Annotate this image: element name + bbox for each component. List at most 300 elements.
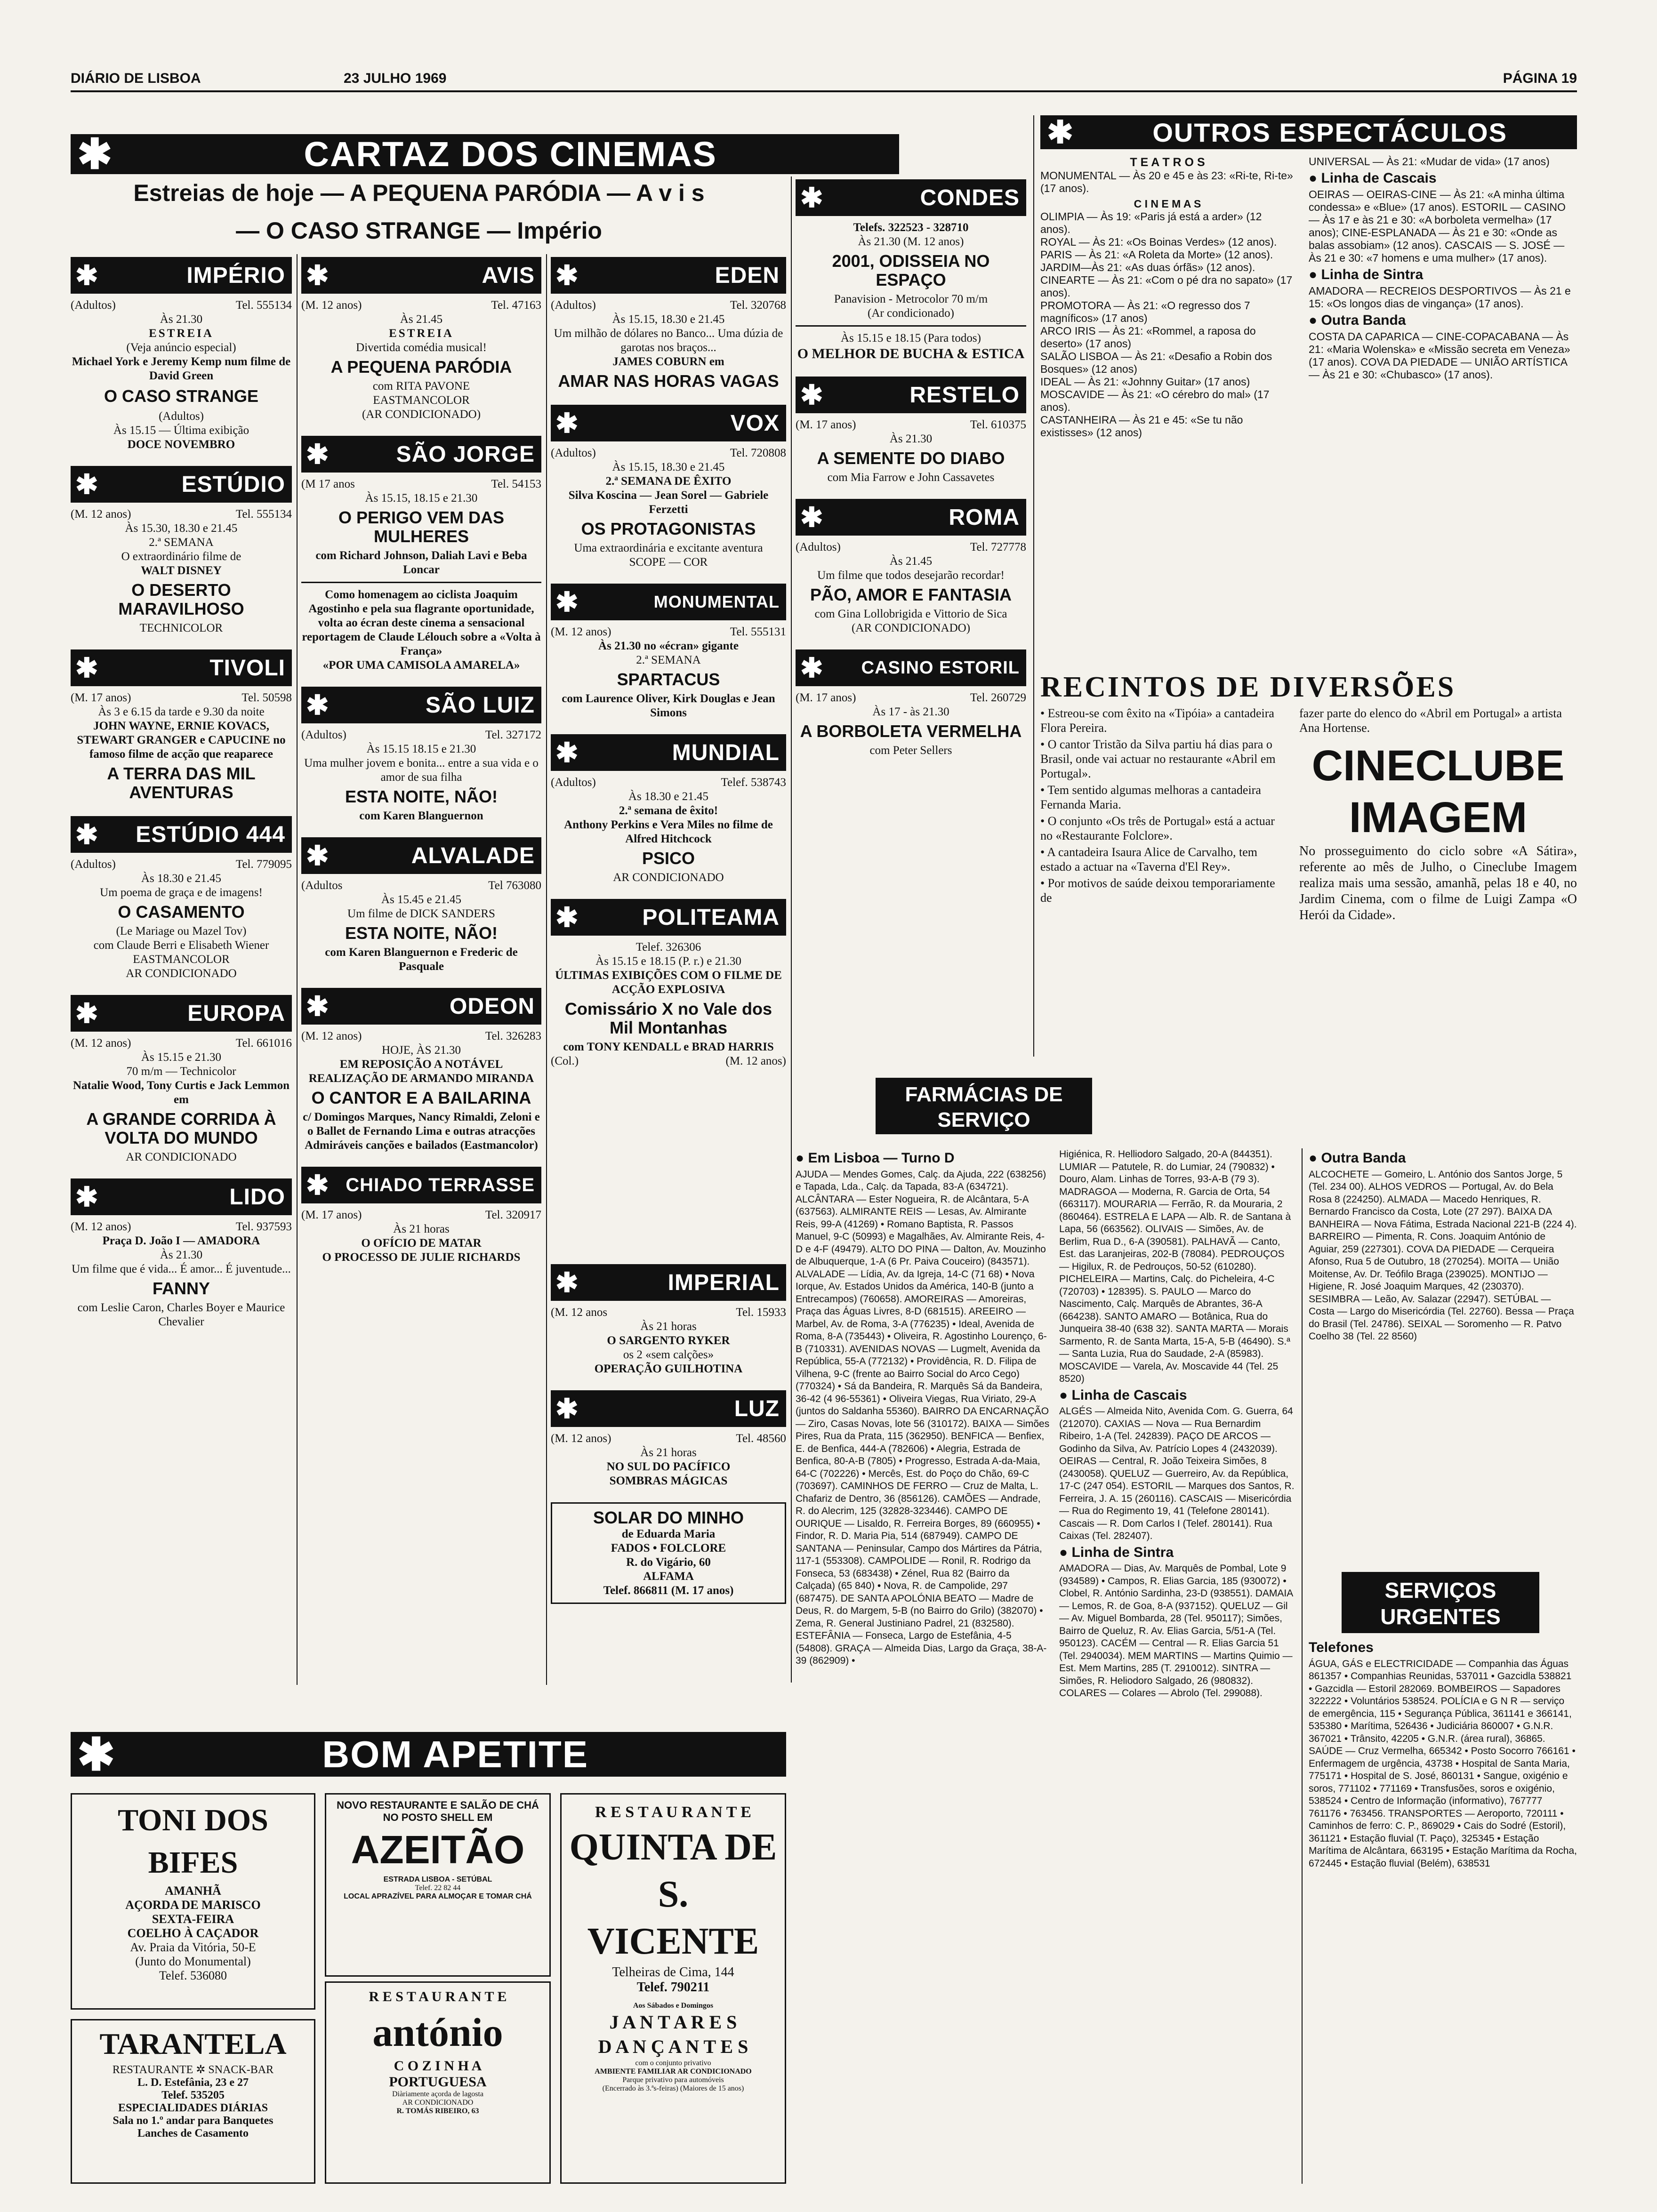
odeon-cast: c/ Domingos Marques, Nancy Rimaldi, Zeloni e o Ballet de Fernando Lima e outras atracções [303, 1111, 540, 1138]
estudio444-orig: (Le Mariage ou Mazel Tov) [116, 925, 247, 938]
tivoli-age: (M. 17 anos) [71, 691, 131, 704]
quinta-title-2: S. VICENTE [587, 1874, 759, 1962]
condes-fmt: Panavision - Metrocolor 70 m/m [834, 293, 988, 305]
asterisk-icon: ✱ [800, 502, 823, 533]
asterisk-icon: ✱ [306, 690, 329, 721]
casino-header [796, 649, 1026, 686]
estudio444-time: Às 18.30 e 21.45 [141, 872, 222, 885]
saojorge-promo2: «POR UMA CAMISOLA AMARELA» [322, 659, 520, 672]
luz-header [551, 1390, 786, 1427]
eden-meta [551, 298, 786, 313]
politeama-title: Comissário X no Vale dos Mil Montanhas [564, 999, 772, 1037]
mundial-title: PSICO [642, 849, 695, 868]
asterisk-icon: ✱ [555, 408, 579, 439]
restelo-tel: Tel. 610375 [970, 418, 1026, 431]
quinta-l3: Aos Sábados e Domingos [633, 2002, 714, 2010]
lido-age: (M. 12 anos) [71, 1220, 131, 1233]
asterisk-icon: ✱ [555, 1394, 579, 1424]
azeitao-l2: Telef. 22 82 44 [415, 1884, 461, 1892]
recintos-item: • Tem sentido algumas melhoras a cantadeira Fernanda Maria. [1040, 783, 1261, 811]
tarantela-l1: RESTAURANTE ✲ SNACK-BAR [112, 2064, 274, 2076]
cinema-column-3-lower [551, 1261, 786, 1638]
azeitao-ad [325, 1793, 551, 1977]
azeitao-top: NOVO RESTAURANTE E SALÃO DE CHÁ NO POSTO SHELL EM [337, 1799, 539, 1823]
cinema-casino [796, 649, 1026, 758]
cinema-condes [796, 179, 1026, 362]
condes-time2: Às 15.15 e 18.15 (Para todos) [841, 332, 981, 345]
imperio-cast: Michael York e Jeremy Kemp num filme de David Green [72, 355, 291, 382]
odeon-desc: EM REPOSIÇÃO A NOTÁVEL REALIZAÇÃO DE ARMANDO MIRANDA [308, 1058, 534, 1085]
column-rule [297, 254, 298, 1685]
europa-ac: AR CONDICIONADO [126, 1151, 237, 1163]
tarantela-l2: L. D. Estefânia, 23 e 27 [137, 2076, 249, 2089]
toni-ad [71, 1793, 315, 2010]
eden-time: Às 15.15, 18.30 e 21.45 [612, 313, 725, 326]
toni-l6: (Junto do Monumental) [135, 1955, 251, 1968]
estudio444-ac: AR CONDICIONADO [126, 967, 237, 980]
lido-addr: Praça D. João I — AMADORA [102, 1234, 260, 1247]
cartaz-banner [71, 134, 899, 174]
saojorge-title: O PERIGO VEM DAS MULHERES [338, 508, 505, 546]
cinema-mundial [551, 734, 786, 885]
recintos-item: • O conjunto «Os três de Portugal» está a actuar no «Restaurante Folclore». [1040, 814, 1275, 842]
luz-age: (M. 12 anos) [551, 1432, 611, 1445]
casino-meta [796, 691, 1026, 705]
luz-time: Às 21 horas [640, 1446, 697, 1459]
europa-name: EUROPA [187, 1001, 285, 1026]
vox-age: (Adultos) [551, 447, 596, 459]
tivoli-time: Às 3 e 6.15 da tarde e 9.30 da noite [98, 705, 265, 718]
chiado-meta [301, 1208, 541, 1222]
estudio-week: 2.ª SEMANA [149, 536, 214, 549]
cinema-roma [796, 499, 1026, 635]
mundial-meta [551, 776, 786, 790]
estreias [71, 176, 767, 256]
condes-ac: (Ar condicionado) [868, 307, 954, 320]
eden-cast: JAMES COBURN em [612, 355, 724, 368]
condes-tel: Telefs. 322523 - 328710 [853, 221, 969, 234]
asterisk-icon: ✱ [75, 819, 98, 850]
quinta-l6: com o conjunto privativo [635, 2059, 711, 2067]
farmacias-banda: ALCOCHETE — Gomeiro, L. António dos Santos Jorge, 5 (Tel. 234 00). ALHOS VEDROS — Portugal, Av. do Bela Rosa 8 (224250). ALMADA — Macedo Henriques, R. Bernardo Francisco da Costa, Lote (27 297). BAIXA DA BANHEIRA — Nova Fátima, Estrada Nacional 221-B (224 4). BARREIRO — Pimenta, R. Cons. Joaquim António de Aguiar, 259 (227301). COVA DA PIEDADE — Cerqueira Afonso, Rua 5 de Outubro, 18 (270254). MOITA — União Moitense, Av. Dr. Teófilo Braga (239025). MONTIJO — Higiene, R. José Joaquim Marques, 42 (230370). SESIMBRA — Leão, Av. Salazar (22947). SETÚBAL — Costa — Largo do Misericórdia (Tel. 22760). Bessa — Praça do Brasil (Tel. 24786). SEIXAL — Soromenho — R. Patvo Coelho 38 (Tel. 22 8560) [1309, 1169, 1577, 1342]
saoluiz-age: (Adultos) [301, 729, 346, 741]
avis-time: Às 21.45 [400, 313, 443, 326]
outros-cascais-head: ● Linha de Cascais [1309, 170, 1437, 186]
masthead [71, 71, 1577, 89]
alvalade-time: Às 15.45 e 21.45 [381, 893, 462, 906]
imperio-meta [71, 298, 292, 313]
estudio-tech: TECHNICOLOR [139, 622, 223, 634]
europa-age: (M. 12 anos) [71, 1037, 131, 1050]
tivoli-header [71, 649, 292, 686]
antonio-l2: PORTUGUESA [389, 2074, 487, 2090]
farmacias-col-1 [796, 1148, 1050, 1704]
paper-name: DIÁRIO DE LISBOA [71, 71, 201, 86]
roma-age: (Adultos) [796, 541, 841, 553]
imperial-tel: Tel. 15933 [736, 1306, 786, 1319]
recintos-title: RECINTOS DE DIVERSÕES [1040, 671, 1456, 703]
cinema-odeon [301, 988, 541, 1153]
estudio-desc: O extraordinário filme de [121, 550, 241, 563]
recintos-body [1040, 706, 1577, 923]
toni-l5: Av. Praia da Vitória, 50-E [130, 1940, 256, 1954]
saoluiz-header [301, 687, 541, 723]
quinta-l7: AMBIENTE FAMILIAR AR CONDICIONADO [595, 2068, 752, 2076]
vox-cast: Silva Koscina — Jean Sorel — Gabriele Ferzetti [568, 489, 769, 516]
odeon-meta [301, 1029, 541, 1043]
roma-ac: (AR CONDICIONADO) [851, 622, 971, 634]
saoluiz-meta [301, 728, 541, 742]
servicos-tel-head: Telefones [1309, 1640, 1374, 1655]
monumental-cast: com Laurence Oliver, Kirk Douglas e Jean Simons [562, 692, 775, 719]
toni-l4: COELHO À CAÇADOR [127, 1926, 259, 1940]
tarantela-title: TARANTELA [99, 2027, 287, 2060]
mundial-time: Às 18.30 e 21.45 [628, 790, 709, 803]
estudio-time: Às 15.30, 18.30 e 21.45 [125, 522, 238, 535]
cinema-column-2 [301, 254, 541, 1685]
outros-col-1 [1040, 155, 1295, 664]
cinema-restelo [796, 377, 1026, 485]
quinta-top: R E S T A U R A N T E [595, 1803, 751, 1821]
cinema-chiado [301, 1167, 541, 1265]
toni-l2: AÇORDA DE MARISCO [125, 1898, 261, 1912]
politeama-age: (Col.) [551, 1055, 579, 1067]
restelo-name: RESTELO [909, 382, 1020, 408]
vox-meta [551, 446, 786, 460]
alvalade-desc: Um filme de DICK SANDERS [347, 907, 495, 920]
asterisk-icon: ✱ [1047, 115, 1074, 149]
toni-l3: SEXTA-FEIRA [152, 1912, 234, 1926]
farmacias-sintra: AMADORA — Dias, Av. Marquês de Pombal, Lote 9 (934589) • Campos, R. Elias Garcia, 185 (930072) • Clobel, R. António Sardinha, 23-D (938551). DAMAIA — Lemos, R. de Goa, 8-A (937152). QUELUZ — Gil — Av. Miguel Bombarda, 28 (Tel. 950117); Simões, Bairro de Queluz, R. Av. Elias Garcia, 5/51-A (Tel. 950123). CACÉM — Central — R. Elias Garcia 51 (Tel. 2940034). MEM MARTINS — Martins Quimio — Est. Mem Martins, 285 (T. 2910012). SINTRA — Simões, R. Heliodoro Salgado, 26 (980832). COLARES — Colares — Abrolo (Tel. 299088). [1059, 1563, 1293, 1699]
quinta-l4: J A N T A R E S [609, 2012, 737, 2033]
farmacias-box [876, 1078, 1092, 1134]
monumental-age: (M. 12 anos) [551, 625, 611, 638]
eden-age: (Adultos) [551, 299, 596, 312]
avis-meta [301, 298, 541, 313]
odeon-extra: Admiráveis canções e bailados (Eastmancolor) [305, 1139, 538, 1152]
farmacias-title: FARMÁCIAS DE SERVIÇO [905, 1083, 1063, 1131]
chiado-time: Às 21 horas [393, 1223, 450, 1235]
avis-name: AVIS [482, 263, 535, 288]
avis-tag: ESTREIA [389, 327, 454, 340]
luz-title: NO SUL DO PACÍFICO [606, 1460, 731, 1473]
toni-l7: Telef. 536080 [159, 1969, 227, 1982]
eden-desc: Um milhão de dólares no Banco... Uma dúzia de garotas nos braços... [554, 327, 783, 354]
servicos-text: ÁGUA, GÁS e ELECTRICIDADE — Companhia das Águas 861357 • Companhias Reunidas, 537011 • Gazcidla 538821 • Gazcidla — Estoril 282069. BOMBEIROS — Sapadores 322222 • Voluntários 538524. POLÍCIA e G N R — serviço de emergência, 115 • Segurança Pública, 361141 e 366141, 535380 • Marítima, 526436 • Judiciária 860007 • G.N.R. 367021 • Trânsito, 42205 • G.N.R. (área rural), 36865. SAÚDE — Cruz Vermelha, 665342 • Posto Socorro 766161 • Enfermagem de urgência, 43738 • Hospital de Santa Maria, 775171 • Hospital de S. José, 860131 • Sangue, oxigénio e soros, 771102 • 771169 • Transfusões, soros e oxigénio, 538524 • Centro de Informação (informativo), 767777 761176 • 763456. TRANSPORTES — Aeroporto, 720111 • Caminhos de ferro: C. P., 869029 • Cais do Sodré (Estoril), 361121 • Estação fluvial (T. Paço), 325345 • Estação Marítima de Alcântara, 663195 • Estação Marítima da Rocha, 672445 • Estação fluvial (Belém), 638531 [1309, 1658, 1577, 1869]
cinema-saoluiz [301, 687, 541, 823]
politeama-age2: (M. 12 anos) [725, 1055, 786, 1067]
tivoli-tel: Tel. 50598 [241, 691, 292, 704]
estudio444-desc: Um poema de graça e de imagens! [100, 886, 263, 899]
cinema-europa [71, 995, 292, 1164]
recintos-item: • Estreou-se com êxito na «Tipóia» a cantadeira Flora Pereira. [1040, 706, 1274, 735]
outros-cinema-item: IDEAL — Às 21: «Johnny Guitar» (17 anos) [1040, 376, 1250, 388]
estreias-line-1: Estreias de hoje — A PEQUENA PARÓDIA — A v i s [133, 180, 705, 206]
outros-cinema-item: OLIMPIA — Às 19: «Paris já está a arder» (12 anos). [1040, 210, 1262, 235]
lido-header [71, 1178, 292, 1215]
chiado-tel: Tel. 320917 [485, 1209, 541, 1221]
monumental-name: MONUMENTAL [653, 592, 780, 611]
outros-cinema-item: PARIS — Às 21: «A Roleta da Morte» (12 anos). [1040, 248, 1273, 261]
estudio444-name: ESTÚDIO 444 [136, 822, 285, 847]
toni-title: TONI DOS BIFES [118, 1803, 268, 1880]
imperial-time: Às 21 horas [640, 1320, 697, 1333]
avis-header [301, 257, 541, 294]
estudio-age: (M. 12 anos) [71, 508, 131, 521]
imperial-age: (M. 12 anos [551, 1306, 608, 1319]
antonio-l3: Diàriamente açorda de lagosta [392, 2090, 484, 2098]
estudio-header [71, 466, 292, 503]
estudio-name: ESTÚDIO [181, 472, 285, 497]
monumental-header [551, 584, 786, 620]
estudio-title: O DESERTO MARAVILHOSO [118, 580, 244, 618]
asterisk-icon: ✱ [555, 902, 579, 933]
odeon-header [301, 988, 541, 1025]
outros-cascais: OEIRAS — OEIRAS-CINE — Às 21: «A minha última condessa» e «Blue» (17 anos). ESTORIL — CASINO — Às 17 e às 21 e 30: «A borboleta vermelha» (17 anos); CINE-ESPLANADA — Às 21 e 30: «Onde as balas assobiam» (12 anos). CASCAIS — S. JOSÉ — Às 21 e 30: «7 homens e uma mulher» (17 anos). [1309, 188, 1566, 264]
odeon-name: ODEON [449, 994, 535, 1019]
europa-fmt: 70 m/m — Technicolor [126, 1065, 236, 1078]
estudio444-meta [71, 858, 292, 872]
antonio-l4: AR CONDICIONADO [402, 2099, 474, 2107]
tarantela-l5: Sala no 1.º andar para Banquetes [113, 2115, 273, 2127]
saojorge-meta [301, 477, 541, 491]
tarantela-l3: Telef. 535205 [161, 2089, 225, 2101]
eden-title: AMAR NAS HORAS VAGAS [558, 371, 779, 391]
eden-header [551, 257, 786, 294]
asterisk-icon: ✱ [75, 653, 98, 683]
cinema-estudio444 [71, 816, 292, 981]
eden-tel: Tel. 320768 [730, 299, 786, 312]
vox-header [551, 405, 786, 441]
outros-universal: UNIVERSAL — Às 21: «Mudar de vida» (17 anos) [1309, 155, 1550, 168]
casino-title: A BORBOLETA VERMELHA [800, 721, 1022, 741]
quinta-l1: Telheiras de Cima, 144 [612, 1965, 734, 1980]
roma-desc: Um filme que todos desejarão recordar! [817, 569, 1005, 582]
saoluiz-title: ESTA NOITE, NÃO! [345, 787, 498, 806]
cinema-saojorge [301, 436, 541, 673]
antonio-l5: R. TOMÁS RIBEIRO, 63 [396, 2107, 479, 2115]
quinta-l9: (Encerrado às 3.ªs-feiras) (Maiores de 15 anos) [602, 2084, 744, 2092]
farmacias-lisboa: AJUDA — Mendes Gomes, Calç. da Ajuda, 222 (638256) e Tapada, Lda., Calç. da Tapada, 83-A (634721). ALCÂNTARA — Ester Nogueira, R. de Alcântara, 5-A (637563). ALMIRANTE REIS — Lesas, Av. Almirante Reis, 99-A (41269) • Romano Baptista, R. Passos Manuel, 9-C (50993) e Magalhães, Av. Almirante Reis, 4-D e 4-F (49479). ALTO DO PINA — Dalton, Av. Mouzinho de Albuquerque, 1-A (6 Pr. Paiva Couceiro) (843571). ALVALADE — Lídia, Av. da Igreja, 14-C (71 68) • Nova Iorque, Av. Estados Unidos da América, 140-B (junto a Entrecampos) (760658). AMOREIRAS — Amoreiras, Praça das Águas Livres, 8-D (681515). AREEIRO — Marbel, Av. de Roma, 3-A (776235) • Ideal, Avenida de Roma, 8-A (735443) • Oliveira, R. Agostinho Lourenço, 6-B (710331). AVENIDAS NOVAS — Lugmelt, Avenida da República, 55-A (772132) • Providência, R. D. Filipa de Vilhena, 9-C (frente ao Bairro Social do Arco Cego) (770324) • Sá da Bandeira, R. Marquês Sá da Bandeira, 36-42 (4 96-55361) • Oliveira Viegas, Rua Viriato, 29-A (juntos do Saldanha 55360). BAIRRO DA ENCARNAÇÃO — Ziro, Casas Novas, lote 56 (310172). BAIXA — Simões Pires, Rua da Prata, 115 (362950). BENFICA — Benfiex, E. de Benfica, 444-A (782606) • Alegria, Estrada de Benfica, 80-A-B (7805) • Progresso, Estrada A-da-Maia, 64-C (702226) • Mercês, Est. do Poço do Chão, 69-C (703697). CAMINHOS DE FERRO — Cruz de Malta, L. Chafariz de Dentro, 36 (856126). CAMÕES — Andrade, R. do Alecrim, 125 (32828-323446). CAMPO DE OURIQUE — Lisaldo, R. Ferreira Borges, 89 (660955) • Findor, R. D. Maria Pia, 514 (687949). CAMPO DE SANTANA — Peninsular, Campo dos Mártires da Pátria, 117-1 (553308). CAMPOLIDE — Ronil, R. Rodrigo da Fonseca, 53 (683438) • Zénel, Rua 82 (Bairro da Calçada) (65 840) • Nova, R. de Campolide, 297 (687475). DE SANTA APOLÓNIA BEATO — Madre de Deus, R. do Margem, 5-B (no Bairro do Grilo) (382070) • Zema, R. General Justiniano Padrel, 21 (832580). ESTEFÂNIA — Fonseca, Largo de Estefânia, 4-5 (54808). GRAÇA — Almeida Dias, Largo da Graça, 38-A-39 (862909) • [796, 1169, 1050, 1666]
roma-header [796, 499, 1026, 536]
imperial-header [551, 1264, 786, 1301]
luz-tel: Tel. 48560 [736, 1432, 786, 1445]
asterisk-icon: ✱ [75, 260, 98, 291]
alvalade-name: ALVALADE [411, 843, 535, 868]
restelo-age: (M. 17 anos) [796, 418, 856, 431]
cinema-eden [551, 257, 786, 391]
asterisk-icon: ✱ [306, 1170, 329, 1201]
condes-name: CONDES [920, 185, 1020, 210]
lido-name: LIDO [229, 1184, 285, 1210]
solar-l5: Telef. 866811 (M. 17 anos) [603, 1584, 734, 1597]
recintos-item: • O cantor Tristão da Silva partiu há dias para o Brasil, onde vai actuar no restaurante «Abril em Portugal». [1040, 737, 1276, 780]
avis-title: A PEQUENA PARÓDIA [330, 357, 512, 377]
odeon-age: (M. 12 anos) [301, 1030, 362, 1042]
quinta-l2: Telef. 790211 [636, 1980, 710, 1995]
luz-name: LUZ [734, 1396, 780, 1421]
cinema-column-1 [71, 254, 292, 1685]
luz-title2: SOMBRAS MÁGICAS [609, 1475, 728, 1487]
chiado-age: (M. 17 anos) [301, 1209, 362, 1221]
alvalade-age: (Adultos [301, 879, 343, 892]
tarantela-ad [71, 2019, 315, 2184]
farmacias-cascais-head: ● Linha de Cascais [1059, 1387, 1187, 1403]
avis-tech: EASTMANCOLOR [373, 394, 470, 407]
imperio-age: (Adultos) [71, 299, 116, 312]
chiado-title: O OFÍCIO DE MATAR [361, 1237, 482, 1250]
vox-time: Às 15.15, 18.30 e 21.45 [612, 461, 725, 473]
mundial-age: (Adultos) [551, 776, 596, 789]
condes-header [796, 179, 1026, 216]
estudio444-tel: Tel. 779095 [235, 858, 292, 871]
casino-name: CASINO ESTORIL [861, 657, 1020, 678]
saojorge-name: SÃO JORGE [396, 441, 535, 467]
recintos [1040, 668, 1577, 1064]
imperio-title: O CASO STRANGE [104, 386, 259, 406]
avis-desc: Divertida comédia musical! [356, 341, 487, 354]
saojorge-promo: Como homenagem ao ciclista Joaquim Agostinho e pela sua flagrante oportunidade, volta ao écran deste cinema a sensacional reportagem de Claude Lélouch sobre a «Volta à França» [302, 588, 541, 657]
cinema-column-3 [551, 254, 786, 1130]
recintos-list [1040, 706, 1285, 923]
farmacias-cascais: ALGÉS — Almeida Nito, Avenida Com. G. Guerra, 64 (212070). CAXIAS — Nova — Rua Bernardim Ribeiro, 1-A (Tel. 242839). PAÇO DE ARCOS — Godinho da Silva, Av. Patrício Lopes 4 (2432039). OEIRAS — Central, R. João Teixeira Simões, 8 (2430058). QUELUZ — Guerreiro, Av. da República, 17-C (247 054). ESTORIL — Marques dos Santos, R. Ferreira, J. A. 15 (260116). CASCAIS — Misericórdia — Rua do Regimento 19, 41 (Telefone 280141). Cascais — R. Dom Carlos I (Telef. 280141). Rua Caixas (Tel. 282407). [1059, 1406, 1295, 1541]
solar-l4: ALFAMA [643, 1570, 694, 1583]
asterisk-icon: ✱ [75, 998, 98, 1029]
avis-age: (M. 12 anos) [301, 299, 362, 312]
cinema-politeama [551, 899, 786, 1068]
estudio-tel: Tel. 555134 [235, 508, 292, 521]
saoluiz-desc: Uma mulher jovem e bonita... entre a sua vida e o amor de sua filha [304, 757, 539, 784]
europa-title: A GRANDE CORRIDA À VOLTA DO MUNDO [86, 1109, 276, 1147]
column-rule [1302, 1148, 1303, 2184]
imperial-title: O SARGENTO RYKER [607, 1334, 730, 1347]
europa-time: Às 15.15 e 21.30 [141, 1051, 222, 1064]
outros-sintra-head: ● Linha de Sintra [1309, 267, 1424, 282]
antonio-top: R E S T A U R A N T E [369, 1989, 507, 2004]
restelo-cast: com Mia Farrow e John Cassavetes [827, 471, 995, 484]
roma-meta [796, 540, 1026, 554]
azeitao-title: AZEITÃO [351, 1827, 525, 1872]
estudio-author: WALT DISNEY [141, 564, 222, 577]
alvalade-tel: Tel 763080 [488, 879, 541, 892]
imperial-meta [551, 1306, 786, 1320]
cinema-luz [551, 1390, 786, 1488]
solar-l3: R. do Vigário, 60 [626, 1556, 711, 1569]
restelo-header [796, 377, 1026, 413]
condes-title2: O MELHOR DE BUCHA & ESTICA [797, 346, 1025, 361]
condes-time: Às 21.30 (M. 12 anos) [858, 235, 964, 248]
imperio-title2: DOCE NOVEMBRO [127, 438, 235, 451]
vox-tel: Tel. 720808 [730, 447, 786, 459]
lido-desc: Um filme que é vida... É amor... É juventude... [72, 1263, 291, 1275]
alvalade-title: ESTA NOITE, NÃO! [345, 923, 498, 943]
politeama-header [551, 899, 786, 936]
outros-cinema-item: PROMOTORA — Às 21: «O regresso dos 7 magníficos» (17 anos) [1040, 299, 1250, 324]
roma-tel: Tel. 727778 [970, 541, 1026, 553]
estudio-meta [71, 507, 292, 521]
tivoli-meta [71, 691, 292, 705]
recintos-right [1299, 706, 1577, 923]
asterisk-icon: ✱ [75, 1182, 98, 1212]
asterisk-icon: ✱ [800, 653, 823, 683]
europa-tel: Tel. 661016 [235, 1037, 292, 1050]
vox-week: 2.ª SEMANA DE ÊXITO [605, 475, 732, 488]
azeitao-l1: ESTRADA LISBOA - SETÚBAL [383, 1875, 492, 1883]
divider [301, 582, 541, 583]
outros-cinema-item: MOSCAVIDE — Às 21: «O cérebro do mal» (17 anos). [1040, 388, 1270, 413]
restelo-meta [796, 418, 1026, 432]
restelo-title: A SEMENTE DO DIABO [817, 449, 1005, 468]
roma-name: ROMA [949, 505, 1020, 530]
estreias-line-2: — O CASO STRANGE — Império [236, 217, 602, 244]
asterisk-icon: ✱ [555, 260, 579, 291]
divider [796, 325, 1026, 327]
asterisk-icon: ✱ [555, 1267, 579, 1298]
saoluiz-name: SÃO LUIZ [426, 692, 535, 718]
politeama-desc: ÚLTIMAS EXIBIÇÕES COM O FILME DE ACÇÃO EXPLOSIVA [555, 969, 782, 996]
monumental-title: SPARTACUS [617, 670, 720, 689]
servicos-box [1342, 1572, 1539, 1633]
vox-desc: Uma extraordinária e excitante aventura [574, 542, 763, 554]
asterisk-icon: ✱ [75, 469, 98, 500]
imperial-extra: os 2 «sem calções» [623, 1348, 714, 1361]
imperio-tel: Tel. 555134 [235, 299, 292, 312]
estudio444-header [71, 816, 292, 853]
lido-meta [71, 1220, 292, 1234]
toni-l1: AMANHÃ [165, 1884, 221, 1898]
politeama-name: POLITEAMA [642, 905, 780, 930]
politeama-cast: com TONY KENDALL e BRAD HARRIS [563, 1041, 774, 1053]
cineclube-text: No prosseguimento do ciclo sobre «A Sátira», referente ao mês de Julho, o Cineclube Imagem realiza mais uma sessão, amanhã, pelas 18 e 40, no Jardim Cinema, com o filme de Luigi Zampa «O Herói da Cidade». [1299, 844, 1577, 922]
cinema-vox [551, 405, 786, 569]
outros-monumental: MONUMENTAL — Às 20 e 45 e às 23: «Ri-te, Ri-te» (17 anos). [1040, 169, 1293, 194]
recintos-item: • A cantadeira Isaura Alice de Carvalho, tem estado a actuar na «Taverna d'El Rey». [1040, 845, 1258, 874]
cineclube-title-1: CINECLUBE [1311, 742, 1565, 790]
masthead-rule [71, 90, 1577, 92]
politeama-time: Às 15.15 e 18.15 (P. r.) e 21.30 [595, 955, 741, 968]
saoluiz-tel: Tel. 327172 [485, 729, 541, 741]
restelo-time: Às 21.30 [889, 433, 933, 445]
mundial-ac: AR CONDICIONADO [613, 871, 724, 884]
mundial-week: 2.ª semana de êxito! [619, 804, 718, 817]
recintos-item: • Por motivos de saúde deixou temporariamente de [1040, 876, 1275, 905]
quinta-ad [560, 1793, 786, 2184]
column-rule [791, 176, 792, 1683]
imperial-extra2: OPERAÇÃO GUILHOTINA [594, 1362, 743, 1375]
estudio444-tech: EASTMANCOLOR [133, 953, 230, 966]
column-rule [546, 254, 547, 1685]
mundial-name: MUNDIAL [672, 740, 780, 765]
avis-tel: Tel. 47163 [491, 299, 541, 312]
avis-ac: (AR CONDICIONADO) [362, 408, 481, 421]
avis-cast: com RITA PAVONE [372, 380, 470, 393]
tivoli-name: TIVOLI [209, 655, 285, 681]
farmacias-banda-head: ● Outra Banda [1309, 1150, 1406, 1166]
europa-header [71, 995, 292, 1032]
casino-time: Às 17 - às 21.30 [872, 705, 949, 718]
politeama-tel: Telef. 326306 [635, 941, 701, 954]
outros-banner [1040, 115, 1577, 149]
outros-cinema-item: SALÃO LISBOA — Às 21: «Desafio a Robin dos Bosques» (12 anos) [1040, 350, 1272, 375]
farmacias-col2: Higiénica, R. Helliodoro Salgado, 20-A (844351). LUMIAR — Patutele, R. do Lumiar, 24 (790832) • Douro, Alam. Linhas de Torres, 93-A-B (79 3). MADRAGOA — Moderna, R. Garcia de Orta, 54 (663117). MOURARIA — Ferrão, R. da Mouraria, 2 (860464). ESTRELA E LAPA — Alb. R. de Santana à Lapa, 56 (663562). OLIVAIS — Simões, Av. de Berlim, Rua D., 6-A (390581). PALHAVÃ — Canto, Est. das Laranjeiras, 202-B (78084). PEDROUÇOS — Higilux, R. de Pedrouços, 50-52 (610280). PICHELEIRA — Martins, Calç. do Picheleira, 4-C (720703) • 128395). S. PAULO — Marco do Nascimento, Calç. Marquês de Abrantes, 36-A (664238). SANTO AMARO — Botânica, Rua do Junqueira 38-40 (638 32). SANTA MARTA — Morais Sarmento, R. de Santa Marta, 15-A, 5-B (46490). S.ª — Santa Luzia, Rua do Saudade, 2-A (85983). MOSCAVIDE — Varela, Av. Moscavide 44 (Tel. 25 8520) [1059, 1149, 1291, 1384]
monumental-tel: Tel. 555131 [730, 625, 786, 638]
politeama-meta [551, 1054, 786, 1068]
mundial-header [551, 734, 786, 771]
cinema-avis [301, 257, 541, 422]
asterisk-icon: ✱ [306, 991, 329, 1022]
tarantela-l6: Lanches de Casamento [137, 2127, 249, 2140]
bomapetite-title: BOM APETITE [322, 1733, 589, 1775]
